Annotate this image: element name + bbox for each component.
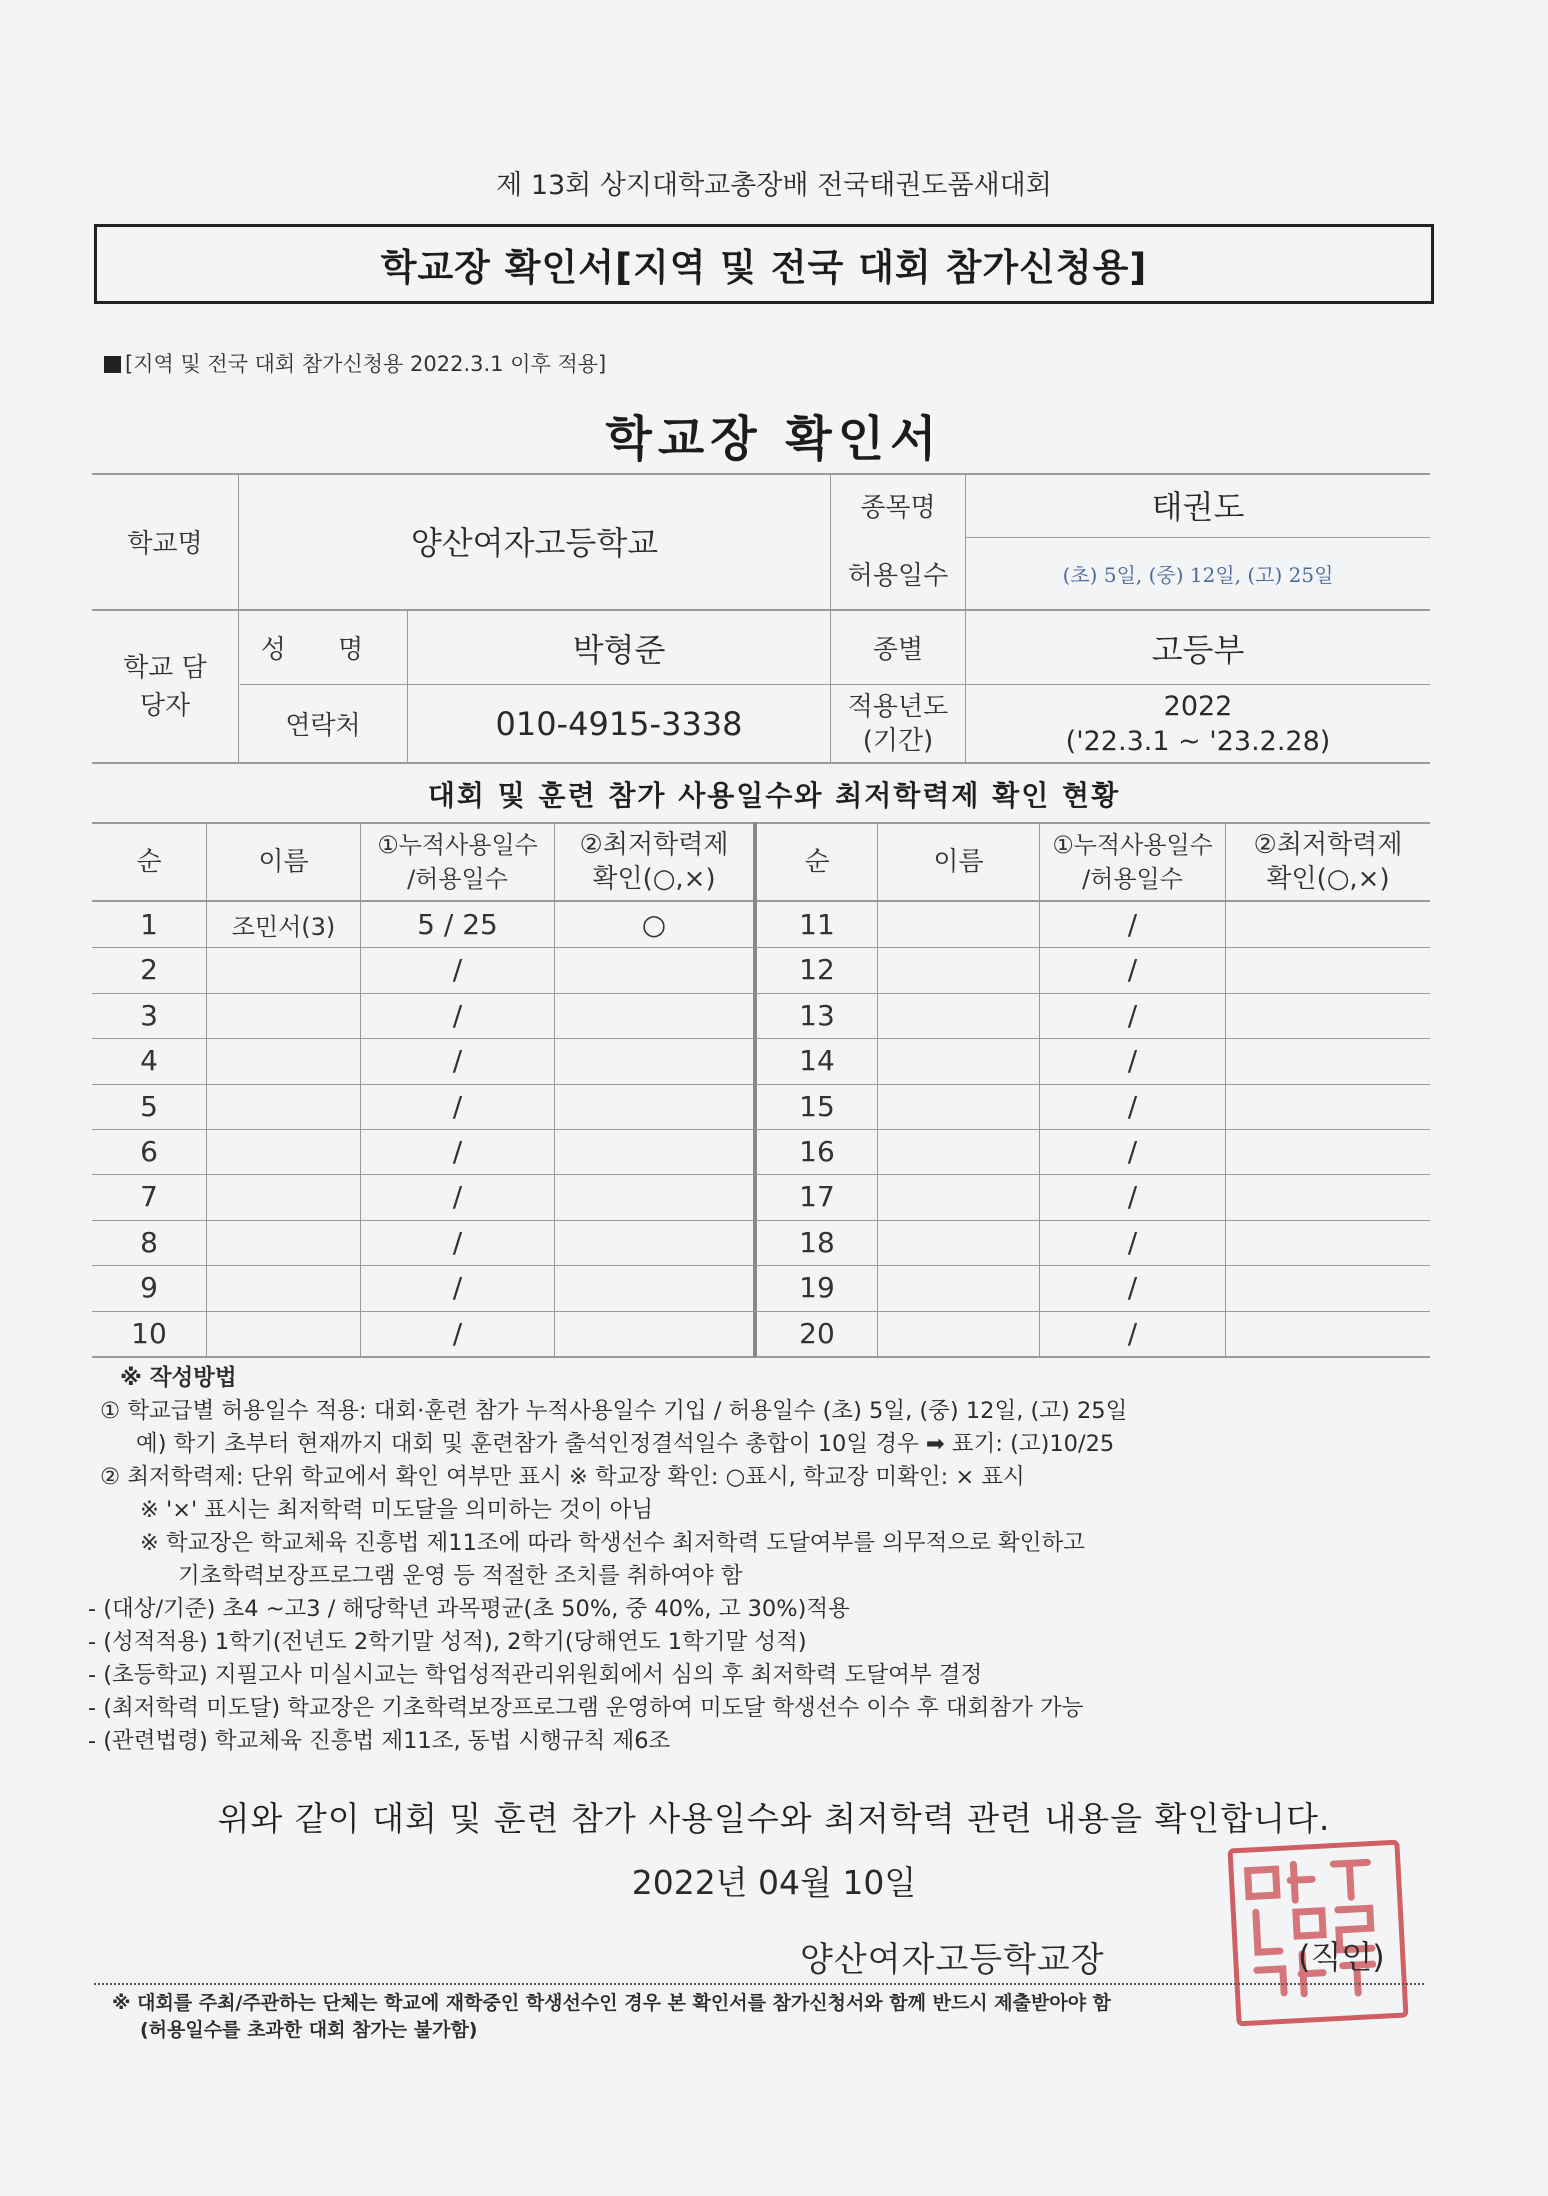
used-days-value: / (452, 999, 463, 1032)
instruction-line: - (대상/기준) 초4 ~고3 / 해당학년 과목평균(초 50%, 중 40%, 고 30%)적용 (88, 1596, 850, 1622)
application-note (104, 348, 606, 378)
header-min-left-line2: 확인(○,×) (592, 864, 716, 894)
min-academic-check (1226, 947, 1430, 992)
used-days-value: / (452, 1090, 463, 1123)
event-label: 종목명 (860, 492, 936, 523)
used-days-value: / (1127, 1090, 1138, 1123)
athlete-name (207, 1311, 360, 1356)
used-days-value: 5 / 25 (417, 908, 498, 941)
row-number: 3 (140, 999, 158, 1032)
used-days-value: / (1127, 1226, 1138, 1259)
instruction-line: - (최저학력 미도달) 학교장은 기초학력보장프로그램 운영하여 미도달 학생선수 이수 후 대회참가 가능 (88, 1695, 1084, 1721)
row-number: 1 (140, 908, 158, 941)
used-days-value: / (452, 1317, 463, 1350)
contact-label: 연락처 (285, 711, 361, 741)
row-number: 11 (799, 908, 835, 941)
row-number: 8 (140, 1226, 158, 1259)
document-title-box-text: 학교장 확인서[지역 및 전국 대회 참가신청용] (380, 246, 1148, 289)
allowed-days-value: (초) 5일, (중) 12일, (고) 25일 (1062, 563, 1334, 587)
footer-separator (94, 1983, 1424, 1985)
athlete-name (207, 1084, 360, 1129)
row-number: 18 (799, 1226, 835, 1259)
division-value: 고등부 (1151, 630, 1245, 669)
min-academic-check (555, 1220, 753, 1265)
used-days-value: / (452, 1226, 463, 1259)
row-number: 15 (799, 1090, 835, 1123)
row-number: 10 (131, 1317, 167, 1350)
athlete-name (207, 1129, 360, 1174)
seal-mark: (직인) (1298, 1938, 1385, 1976)
header-days-left (361, 824, 554, 900)
athlete-name (878, 1174, 1039, 1219)
instruction-line: ※ '×' 표시는 최저학력 미도달을 의미하는 것이 아님 (140, 1497, 654, 1523)
row-number: 6 (140, 1135, 158, 1168)
confirmation-statement: 위와 같이 대회 및 훈련 참가 사용일수와 최저학력 관련 내용을 확인합니다. (217, 1799, 1331, 1838)
used-days-value: / (1127, 1135, 1138, 1168)
seal-pattern-icon (1233, 1845, 1393, 2011)
used-days-value: / (1127, 999, 1138, 1032)
athlete-name: 조민서(3) (231, 913, 336, 941)
principal-title: 양산여자고등학교장 (800, 1940, 1105, 1980)
athlete-name (878, 1311, 1039, 1356)
header-days-left-line2: /허용일수 (407, 865, 508, 893)
used-days-value: / (452, 1271, 463, 1304)
used-days-value: / (1127, 1180, 1138, 1213)
row-number: 20 (799, 1317, 835, 1350)
row-number: 13 (799, 999, 835, 1032)
application-note-text: [지역 및 전국 대회 참가신청용 2022.3.1 이후 적용] (125, 352, 607, 376)
used-days-value: / (1127, 1317, 1138, 1350)
allowed-days-label: 허용일수 (847, 561, 949, 591)
header-days-right-line2: /허용일수 (1082, 865, 1183, 893)
apply-year-value-line1: 2022 (1163, 690, 1233, 722)
school-name-label: 학교명 (127, 528, 203, 559)
document-title-box (94, 224, 1434, 304)
min-academic-check (1226, 1311, 1430, 1356)
min-academic-check (555, 1174, 753, 1219)
event-value: 태권도 (1151, 488, 1245, 526)
status-section-title: 대회 및 훈련 참가 사용일수와 최저학력제 확인 현황 (427, 779, 1121, 812)
square-bullet-icon (104, 356, 121, 373)
instructions (88, 1362, 1440, 1758)
footer-note-line: (허용일수를 초과한 대회 참가는 불가함) (140, 2019, 478, 2041)
footer-note (112, 1990, 1111, 2044)
athlete-name (878, 1129, 1039, 1174)
min-academic-check (555, 1311, 753, 1356)
used-days-value: / (452, 953, 463, 986)
page-title: 학교장 확인서 (605, 411, 943, 467)
athlete-name (207, 1174, 360, 1219)
header-days-left-line1: ①누적사용일수 (377, 831, 538, 859)
athlete-name (207, 993, 360, 1038)
instruction-line: 예) 학기 초부터 현재까지 대회 및 훈련참가 출석인정결석일수 총합이 10일 경우 ➡ 표기: (고)10/25 (136, 1431, 1115, 1457)
row-number: 4 (140, 1044, 158, 1077)
row-number: 12 (799, 953, 835, 986)
min-academic-check (555, 993, 753, 1038)
used-days-value: / (1127, 1271, 1138, 1304)
row-number: 9 (140, 1271, 158, 1304)
event-title: 제 13회 상지대학교총장배 전국태권도품새대회 (496, 170, 1052, 201)
status-table-border-bottom (92, 1356, 1430, 1358)
footer-note-line: ※ 대회를 주최/주관하는 단체는 학교에 재학중인 학생선수인 경우 본 확인서를 참가신청서와 함께 반드시 제출받아야 함 (112, 1992, 1112, 2014)
apply-year-label-line2: (기간) (862, 725, 934, 756)
athlete-name (207, 1220, 360, 1265)
min-academic-check (555, 1084, 753, 1129)
min-academic-check (555, 947, 753, 992)
apply-year-label-line1: 적용년도 (847, 691, 949, 722)
instruction-line: ② 최저학력제: 단위 학교에서 확인 여부만 표시 ※ 학교장 확인: ○표시, 학교장 미확인: × 표시 (100, 1464, 1025, 1490)
header-min-right-line2: 확인(○,×) (1266, 864, 1390, 894)
min-academic-check (1226, 1129, 1430, 1174)
min-academic-check (555, 1265, 753, 1310)
used-days-value: / (1127, 953, 1138, 986)
contact-value: 010-4915-3338 (495, 704, 743, 743)
header-min-right (1226, 824, 1430, 900)
athlete-name (878, 947, 1039, 992)
header-min-left-line1: ②최저학력제 (579, 830, 729, 860)
instruction-line: ※ 학교장은 학교체육 진흥법 제11조에 따라 학생선수 최저학력 도달여부를 의무적으로 확인하고 (140, 1530, 1085, 1556)
header-min-left (555, 824, 753, 900)
min-academic-check (555, 1129, 753, 1174)
confirmation-date: 2022년 04월 10일 (631, 1863, 917, 1902)
athlete-name (207, 1038, 360, 1083)
min-academic-check (1226, 1220, 1430, 1265)
instructions-heading: ※ 작성방법 (120, 1365, 237, 1391)
manager-name-value: 박형준 (572, 630, 666, 669)
apply-year-value-line2: ('22.3.1 ~ '23.2.28) (1065, 725, 1331, 757)
min-academic-check (1226, 1038, 1430, 1083)
used-days-value: / (1127, 1044, 1138, 1077)
min-academic-check (555, 1038, 753, 1083)
athlete-name (878, 1084, 1039, 1129)
min-academic-check (1226, 993, 1430, 1038)
athlete-name (878, 993, 1039, 1038)
instruction-line: - (성적적용) 1학기(전년도 2학기말 성적), 2학기(당해연도 1학기말 성적) (88, 1629, 807, 1655)
row-number: 7 (140, 1180, 158, 1213)
info-table-border-bottom (92, 762, 1430, 764)
min-academic-check (1226, 1084, 1430, 1129)
athlete-name (878, 1038, 1039, 1083)
row-number: 17 (799, 1180, 835, 1213)
row-number: 16 (799, 1135, 835, 1168)
used-days-value: / (452, 1135, 463, 1168)
row-number: 2 (140, 953, 158, 986)
min-academic-check (1226, 1265, 1430, 1310)
instruction-line: - (초등학교) 지필고사 미실시교는 학업성적관리위원회에서 심의 후 최저학력 도달여부 결정 (88, 1662, 983, 1688)
row-number: 14 (799, 1044, 835, 1077)
min-academic-check (1226, 1174, 1430, 1219)
header-no-left: 순 (136, 847, 162, 877)
school-manager-label: 학교 담당자 (123, 652, 207, 721)
used-days-value: / (1127, 908, 1138, 941)
apply-year-label (831, 685, 965, 762)
athlete-name (207, 1265, 360, 1310)
min-academic-check: ○ (641, 908, 667, 941)
used-days-value: / (452, 1180, 463, 1213)
header-name-right: 이름 (933, 847, 984, 877)
apply-year-value (966, 685, 1430, 762)
athlete-name (207, 947, 360, 992)
header-days-right-line1: ①누적사용일수 (1052, 831, 1213, 859)
row-number: 19 (799, 1271, 835, 1304)
athlete-name (878, 1265, 1039, 1310)
header-days-right (1040, 824, 1225, 900)
instruction-line: ① 학교급별 허용일수 적용: 대회·훈련 참가 누적사용일수 기입 / 허용일수 (초) 5일, (중) 12일, (고) 25일 (100, 1398, 1128, 1424)
athlete-name (878, 1220, 1039, 1265)
header-name-left: 이름 (258, 847, 309, 877)
school-name-value: 양산여자고등학교 (410, 524, 659, 562)
instruction-line: - (관련법령) 학교체육 진흥법 제11조, 동법 시행규칙 제6조 (88, 1728, 671, 1754)
manager-name-label: 성 명 (260, 635, 386, 665)
min-academic-check (1226, 902, 1430, 947)
instruction-line: 기초학력보장프로그램 운영 등 적절한 조치를 취하여야 함 (178, 1563, 743, 1589)
division-label: 종별 (872, 635, 924, 665)
row-number: 5 (140, 1090, 158, 1123)
used-days-value: / (452, 1044, 463, 1077)
athlete-name (878, 902, 1039, 947)
header-min-right-line1: ②최저학력제 (1253, 830, 1403, 860)
header-no-right: 순 (804, 847, 830, 877)
